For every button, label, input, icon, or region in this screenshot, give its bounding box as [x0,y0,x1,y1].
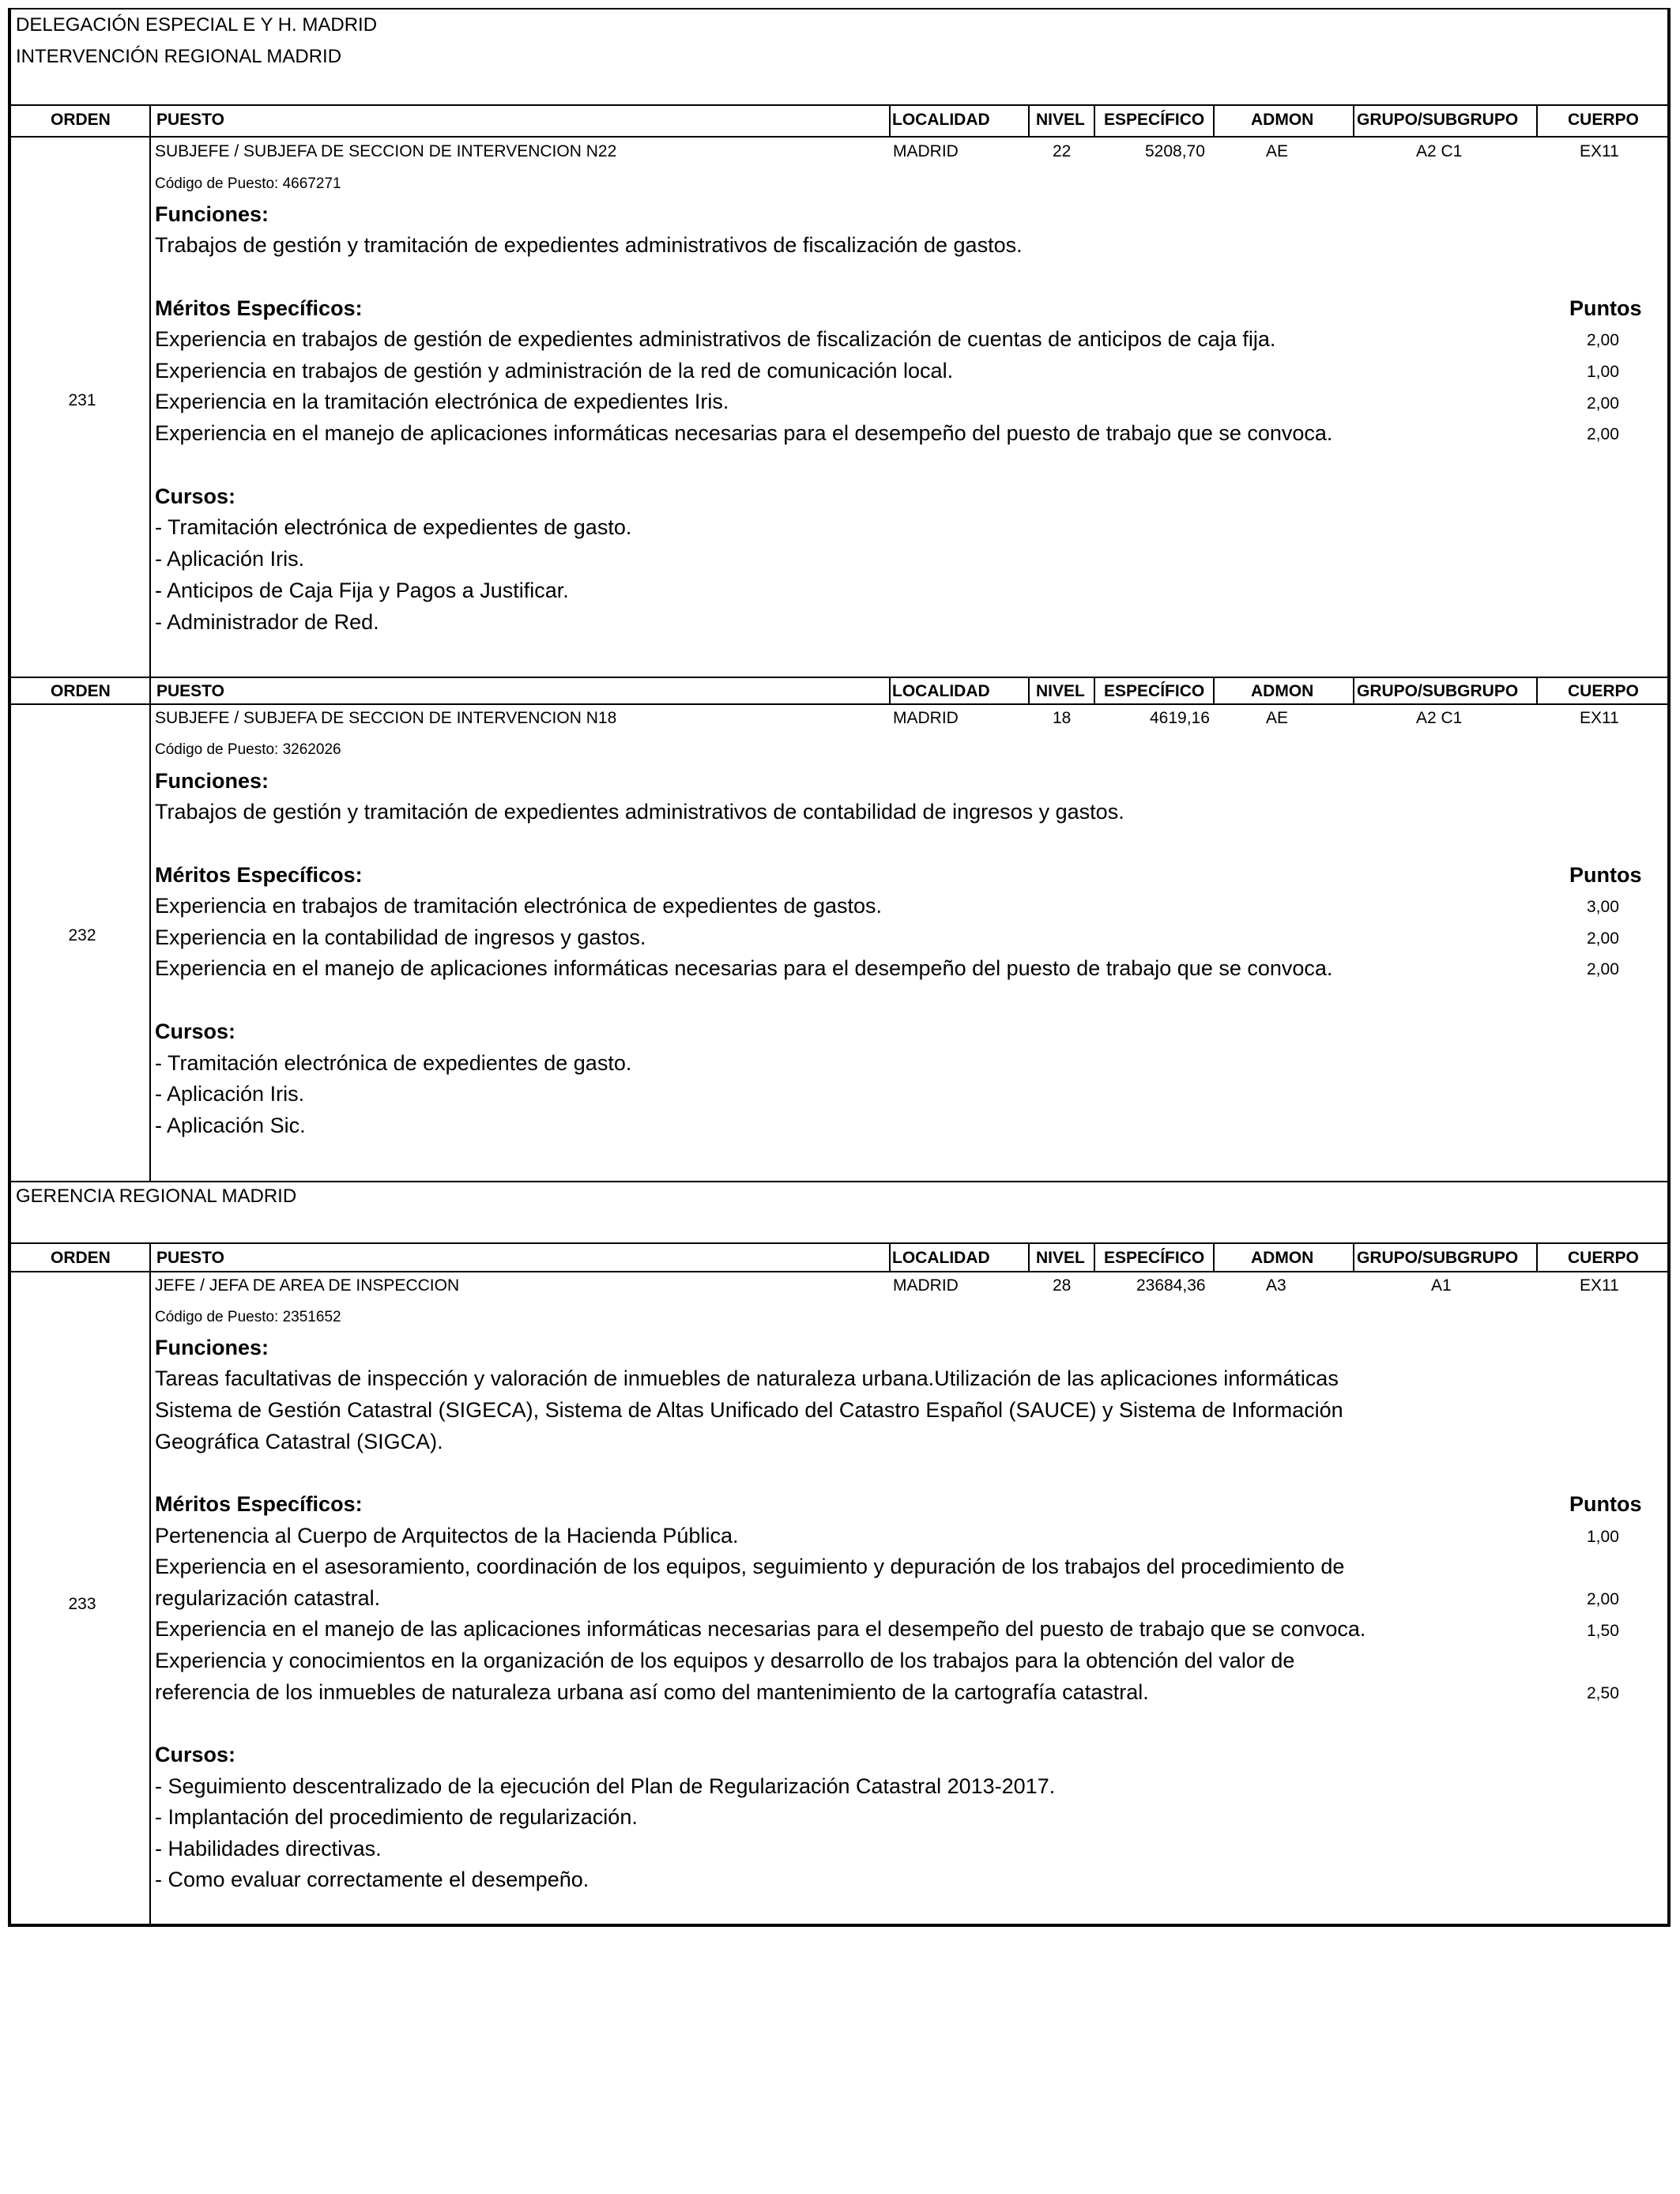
curso-item: - Seguimiento descentralizado de la ejecución del Plan de Regularización Catastral 2013-2017. [155,1774,1056,1798]
nivel-value: 18 [1053,709,1072,727]
col-nivel-header: NIVEL [1036,111,1085,129]
curso-item: - Aplicación Iris. [155,1082,305,1106]
orden-value: 231 [68,391,96,409]
merito-text: Experiencia en la tramitación electrónica de expedientes Iris. [155,390,729,413]
merito-puntos: 2,00 [1587,960,1619,978]
col-grupo-header: GRUPO/SUBGRUPO [1357,111,1519,129]
curso-item: - Habilidades directivas. [155,1837,382,1860]
codigo-puesto: Código de Puesto: 2351652 [155,1309,341,1325]
curso-item: - Administrador de Red. [155,610,379,634]
col-orden-header: ORDEN [51,111,111,129]
merito-puntos: 2,00 [1587,929,1619,948]
localidad-value: MADRID [893,709,959,727]
curso-item: - Aplicación Iris. [155,547,305,571]
puesto-value: JEFE / JEFA DE AREA DE INSPECCION [155,1276,460,1295]
curso-item: - Aplicación Sic. [155,1114,306,1137]
col-nivel-header: NIVEL [1036,1249,1085,1267]
merito-text: Experiencia y conocimientos en la organización de los equipos y desarrollo de los trabajos para la obtención del valor de [155,1649,1295,1672]
col-cuerpo-header: CUERPO [1568,682,1639,700]
nivel-value: 22 [1053,142,1072,160]
col-nivel-header: NIVEL [1036,682,1085,700]
funciones-text: Sistema de Gestión Catastral (SIGECA), Sistema de Altas Unificado del Catastro Español (SAUCE) y Sistema de Información [155,1398,1343,1422]
col-admon-header: ADMON [1251,682,1314,700]
curso-item: - Como evaluar correctamente el desempeño. [155,1868,590,1891]
puntos-label: Puntos [1569,863,1642,887]
merito-text: Experiencia en la contabilidad de ingresos y gastos. [155,925,646,949]
merito-puntos: 3,00 [1587,898,1619,916]
funciones-label: Funciones: [155,202,269,226]
merito-text: Experiencia en trabajos de gestión y administración de la red de comunicación local. [155,359,954,383]
merito-text: Experiencia en el manejo de aplicaciones informáticas necesarias para el desempeño del puesto de trabajo que se convoca. [155,421,1333,445]
localidad-value: MADRID [893,142,959,160]
especifico-value: 4619,16 [1150,709,1210,727]
merito-text: Pertenencia al Cuerpo de Arquitectos de la Hacienda Pública. [155,1524,739,1547]
grupo-value: A2 C1 [1416,142,1463,160]
col-localidad-header: LOCALIDAD [892,1249,990,1267]
curso-item: - Implantación del procedimiento de regularización. [155,1805,638,1829]
funciones-label: Funciones: [155,1336,269,1359]
meritos-label: Méritos Específicos: [155,863,363,887]
merito-puntos: 1,00 [1587,1528,1619,1546]
meritos-label: Méritos Específicos: [155,1492,363,1516]
localidad-value: MADRID [893,1276,959,1295]
codigo-puesto: Código de Puesto: 4667271 [155,175,341,192]
cursos-label: Cursos: [155,1020,236,1043]
org-line-2: INTERVENCIÓN REGIONAL MADRID [16,46,342,67]
col-grupo-header: GRUPO/SUBGRUPO [1357,1249,1519,1267]
curso-item: - Tramitación electrónica de expedientes de gasto. [155,515,632,539]
codigo-puesto: Código de Puesto: 3262026 [155,741,341,758]
merito-text: regularización catastral. [155,1586,381,1610]
puesto-value: SUBJEFE / SUBJEFA DE SECCION DE INTERVENCION N22 [155,142,617,160]
curso-item: - Anticipos de Caja Fija y Pagos a Justificar. [155,579,569,602]
col-admon-header: ADMON [1251,111,1314,129]
col-cuerpo-header: CUERPO [1568,1249,1639,1267]
col-especifico-header: ESPECÍFICO [1104,1249,1205,1267]
col-admon-header: ADMON [1251,1249,1314,1267]
col-especifico-header: ESPECÍFICO [1104,682,1205,700]
puntos-label: Puntos [1569,1492,1642,1516]
col-localidad-header: LOCALIDAD [892,682,990,700]
cursos-label: Cursos: [155,484,236,508]
funciones-text: Geográfica Catastral (SIGCA). [155,1430,443,1453]
merito-puntos: 2,00 [1587,331,1619,349]
grupo-value: A1 [1431,1276,1452,1295]
col-especifico-header: ESPECÍFICO [1104,111,1205,129]
col-grupo-header: GRUPO/SUBGRUPO [1357,682,1519,700]
especifico-value: 5208,70 [1145,142,1205,160]
merito-puntos: 1,50 [1587,1622,1619,1640]
puesto-value: SUBJEFE / SUBJEFA DE SECCION DE INTERVENCION N18 [155,709,617,727]
meritos-label: Méritos Específicos: [155,296,363,320]
merito-text: Experiencia en trabajos de tramitación electrónica de expedientes de gastos. [155,894,883,918]
grupo-value: A2 C1 [1416,709,1463,727]
funciones-label: Funciones: [155,769,269,793]
funciones-text: Tareas facultativas de inspección y valoración de inmuebles de naturaleza urbana.Utilización de las aplicaciones informáticas [155,1367,1339,1390]
puntos-label: Puntos [1569,296,1642,320]
cuerpo-value: EX11 [1580,142,1619,160]
document-sheet [8,8,1671,1927]
cuerpo-value: EX11 [1580,709,1619,727]
merito-text: Experiencia en el asesoramiento, coordinación de los equipos, seguimiento y depuración de los trabajos del procedimiento de [155,1555,1345,1578]
merito-puntos: 2,50 [1587,1684,1619,1702]
merito-text: Experiencia en trabajos de gestión de expedientes administrativos de fiscalización de cuentas de anticipos de caja fija. [155,327,1276,351]
merito-text: Experiencia en el manejo de aplicaciones informáticas necesarias para el desempeño del puesto de trabajo que se convoca. [155,956,1333,980]
merito-text: Experiencia en el manejo de las aplicaciones informáticas necesarias para el desempeño del puesto de trabajo que se convoca. [155,1617,1366,1641]
cuerpo-value: EX11 [1580,1276,1619,1295]
org-line-3: GERENCIA REGIONAL MADRID [16,1186,297,1207]
especifico-value: 23684,36 [1136,1276,1206,1295]
nivel-value: 28 [1053,1276,1072,1295]
curso-item: - Tramitación electrónica de expedientes de gasto. [155,1051,632,1075]
admon-value: A3 [1266,1276,1286,1295]
funciones-text: Trabajos de gestión y tramitación de expedientes administrativos de contabilidad de ingresos y gastos. [155,800,1124,824]
cursos-label: Cursos: [155,1743,236,1766]
orden-value: 232 [68,926,96,944]
org-line-1: DELEGACIÓN ESPECIAL E Y H. MADRID [16,14,378,36]
admon-value: AE [1266,142,1289,160]
col-orden-header: ORDEN [51,1249,111,1267]
col-orden-header: ORDEN [51,682,111,700]
col-puesto-header: PUESTO [156,1249,224,1267]
merito-text: referencia de los inmuebles de naturaleza urbana así como del mantenimiento de la cartografía catastral. [155,1680,1149,1704]
col-puesto-header: PUESTO [156,682,224,700]
col-localidad-header: LOCALIDAD [892,111,990,129]
col-cuerpo-header: CUERPO [1568,111,1639,129]
merito-puntos: 2,00 [1587,425,1619,443]
admon-value: AE [1266,709,1289,727]
merito-puntos: 2,00 [1587,1590,1619,1608]
col-puesto-header: PUESTO [156,111,224,129]
merito-puntos: 2,00 [1587,394,1619,413]
orden-value: 233 [68,1595,96,1613]
merito-puntos: 1,00 [1587,363,1619,381]
funciones-text: Trabajos de gestión y tramitación de expedientes administrativos de fiscalización de gastos. [155,233,1023,257]
